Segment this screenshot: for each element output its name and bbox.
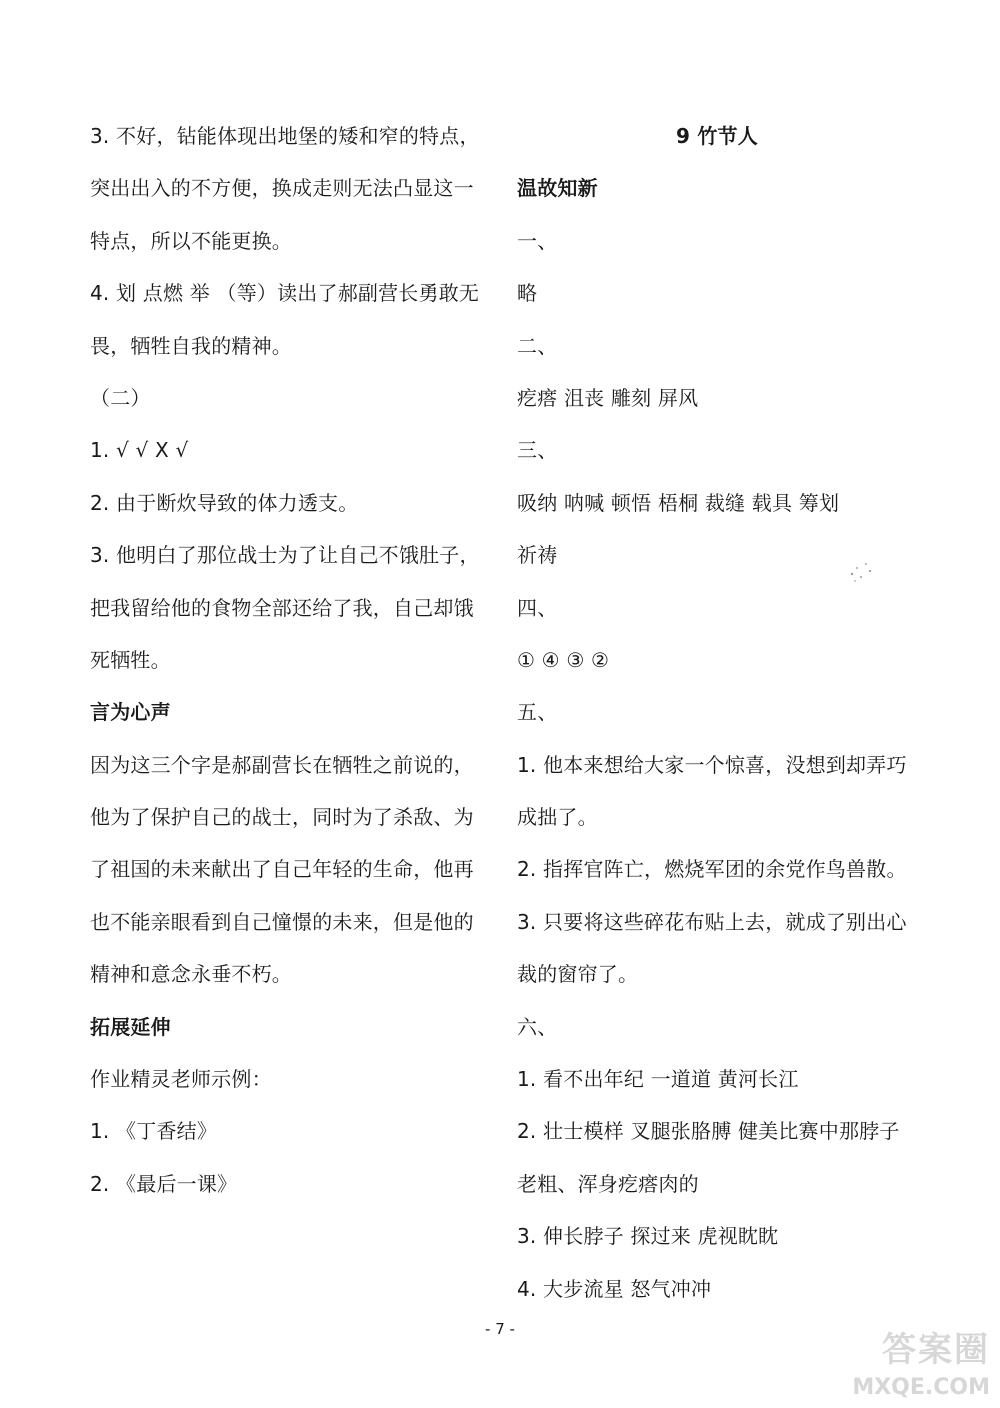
answer-line: 1. √ √ X √ (90, 438, 189, 463)
answer-line: 3. 他明白了那位战士为了让自己不饿肚子， (90, 543, 480, 568)
answer-line: 略 (517, 281, 538, 306)
section-label: 二、 (517, 333, 558, 358)
section-label: 六、 (517, 1014, 558, 1039)
section-label: 一、 (517, 228, 558, 253)
answer-line: 老粗、浑身疙瘩肉的 (517, 1171, 699, 1196)
answer-line: 3. 伸长脖子 探过来 虎视眈眈 (517, 1224, 779, 1249)
right-column (517, 110, 917, 1315)
answer-line: 2. 壮士模样 叉腿张胳膊 健美比赛中那脖子 (517, 1119, 900, 1144)
answer-line: 因为这三个字是郝副营长在牺牲之前说的， (90, 752, 474, 777)
answer-line: 他为了保护自己的战士，同时为了杀敌、为 (90, 805, 474, 830)
section-label: （二） (90, 385, 151, 410)
section-label: 五、 (517, 700, 558, 725)
answer-line: 吸纳 呐喊 顿悟 梧桐 裁缝 载具 筹划 (517, 490, 840, 515)
watermark-url: MXQE.COM (852, 1375, 990, 1400)
lesson-title: 9 竹节人 (676, 124, 758, 148)
answer-line: 特点，所以不能更换。 (90, 228, 292, 253)
answer-line: 精神和意念永垂不朽。 (90, 962, 292, 987)
section-label: 三、 (517, 438, 558, 463)
answer-line: 死牺牲。 (90, 647, 171, 672)
answer-line: 把我留给他的食物全部还给了我，自己却饿 (90, 595, 474, 620)
answer-line: 4. 大步流星 怒气冲冲 (517, 1276, 712, 1301)
answer-line: 作业精灵老师示例： (90, 1067, 272, 1092)
watermark-brand: 答案圈 (882, 1330, 990, 1370)
left-column (90, 110, 490, 1210)
answer-line: 2. 由于断炊导致的体力透支。 (90, 490, 359, 515)
answer-line: 畏，牺牲自我的精神。 (90, 333, 292, 358)
heading-wen-gu-zhi-xin: 温故知新 (517, 176, 598, 201)
answer-line: 裁的窗帘了。 (517, 962, 639, 987)
answer-line: 1. 他本来想给大家一个惊喜，没想到却弄巧 (517, 752, 907, 777)
section-label: 四、 (517, 595, 558, 620)
watermark (830, 1322, 990, 1400)
answer-line: 1. 看不出年纪 一道道 黄河长江 (517, 1067, 799, 1092)
answer-line: 3. 只要将这些碎花布贴上去，就成了别出心 (517, 909, 907, 934)
answer-line: ① ④ ③ ② (517, 647, 610, 672)
scan-speck-decoration (846, 558, 876, 588)
heading-tuo-zhan-yan-shen: 拓展延伸 (90, 1014, 171, 1039)
answer-line: 突出出入的不方便，换成走则无法凸显这一 (90, 176, 474, 201)
answer-line: 1. 《丁香结》 (90, 1119, 218, 1144)
answer-line: 4. 划 点燃 举 （等）读出了郝副营长勇敢无 (90, 281, 480, 306)
answer-line: 也不能亲眼看到自己憧憬的未来，但是他的 (90, 909, 474, 934)
answer-line: 疙瘩 沮丧 雕刻 屏风 (517, 385, 699, 410)
answer-line: 2. 指挥官阵亡，燃烧军团的余党作鸟兽散。 (517, 857, 907, 882)
answer-line: 祈祷 (517, 543, 558, 568)
heading-yan-wei-xin-sheng: 言为心声 (90, 700, 171, 725)
answer-line: 2. 《最后一课》 (90, 1171, 238, 1196)
answer-line: 了祖国的未来献出了自己年轻的生命，他再 (90, 857, 474, 882)
page-number: - 7 - (485, 1320, 515, 1338)
answer-line: 3. 不好，钻能体现出地堡的矮和窄的特点， (90, 124, 480, 148)
answer-line: 成拙了。 (517, 805, 598, 830)
